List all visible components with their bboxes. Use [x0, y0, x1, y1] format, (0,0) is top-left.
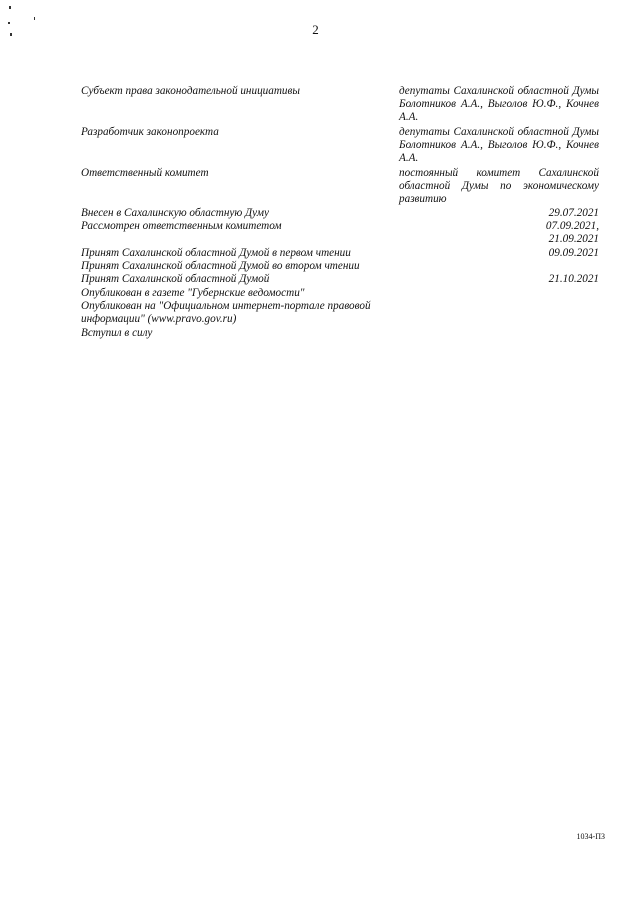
milestone-label: Вступил в силу: [81, 327, 153, 339]
scan-speck: [34, 17, 35, 20]
milestone-label: Опубликован на "Официальном интернет-портале правовой информации" (www.pravo.gov.ru): [81, 300, 371, 325]
info-value: депутаты Сахалинской областной Думы Болотников А.А., Выголов Ю.Ф., Кочнев А.А.: [399, 85, 599, 123]
info-value: депутаты Сахалинской областной Думы Болотников А.А., Выголов Ю.Ф., Кочнев А.А.: [399, 126, 599, 164]
milestone-date: 21.09.2021: [548, 233, 599, 245]
milestone-date: 21.10.2021: [548, 273, 599, 285]
milestone-date: 29.07.2021: [548, 207, 599, 219]
milestone-date: 09.09.2021: [548, 247, 599, 259]
info-label: Субъект права законодательной инициативы: [81, 85, 300, 97]
milestone-label: Опубликован в газете "Губернские ведомости": [81, 287, 305, 299]
info-label: Разработчик законопроекта: [81, 126, 219, 138]
info-value: постоянный комитет Сахалинской областной Думы по экономическому развитию: [399, 167, 599, 205]
milestone-date: 07.09.2021,: [545, 220, 599, 232]
scan-speck: [9, 6, 11, 9]
document-code: 1034-ПЗ: [576, 832, 605, 841]
milestone-label: Внесен в Сахалинскую областную Думу: [81, 207, 269, 219]
info-label: Ответственный комитет: [81, 167, 209, 179]
page-number: 2: [312, 22, 319, 37]
milestone-label: Принят Сахалинской областной Думой: [81, 273, 270, 285]
milestone-label: Рассмотрен ответственным комитетом: [81, 220, 282, 232]
milestone-label: Принят Сахалинской областной Думой во втором чтении: [81, 260, 360, 272]
milestone-label: Принят Сахалинской областной Думой в первом чтении: [81, 247, 351, 259]
